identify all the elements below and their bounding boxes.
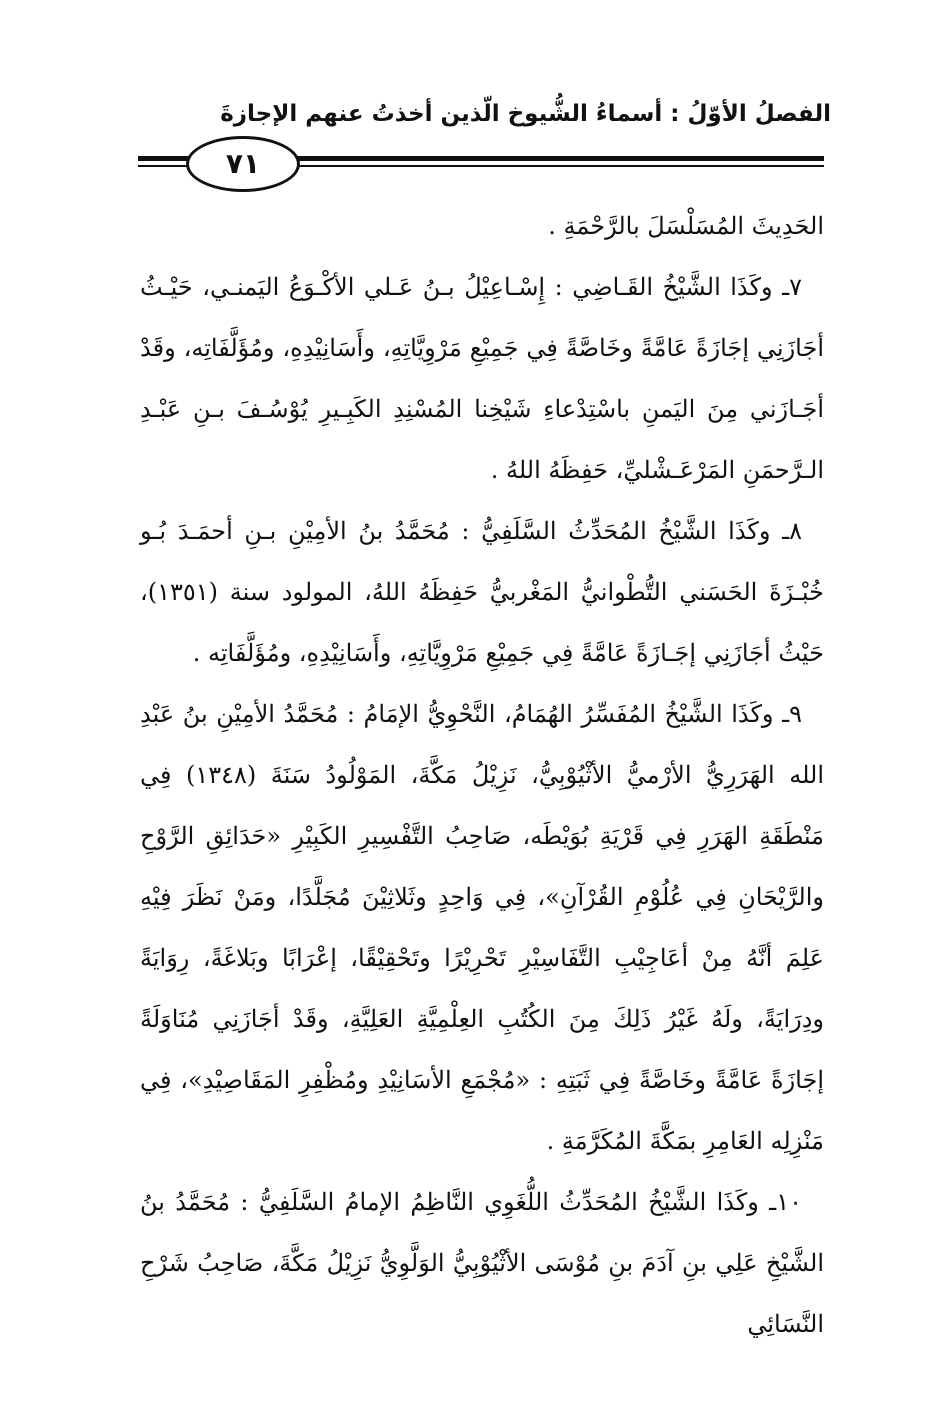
paragraph-entry-7: ٧ـ وكَذَا الشَّيْخُ القَـاضِي : إِسْـاعِيْلُ بـنُ عَـلي الأكْـوَعُ اليَمنـي، حَيْـثُ أجَازَنِي إجَازَةً عَامَّةً وخَاصَّةً فِي جَمِيْعِ مَرْوِيَّاتِهِ، وأَسَانِيْدِهِ، ومُؤَلَّفَاتِه، وقَدْ أجَـازَني مِنَ اليَمنِ باسْتِدْعاءِ شَيْخِنا المُسْنِدِ الكَبِـيرِ يُوْسُـفَ بـنِ عَبْـدِ الـرَّحمَنِ المَرْعَـشْليِّ، حَفِظَهُ اللهُ . bbox=[140, 273, 824, 484]
header-rule bbox=[138, 134, 824, 196]
paragraph-entry-8: ٨ـ وكَذَا الشَّيْخُ المُحَدِّثُ السَّلَفِيُّ : مُحَمَّدُ بنُ الأمِيْنِ بـنِ أحمَـدَ بُـو خُبْـزَةَ الحَسَني التُّطْوانيُّ المَغْربيُّ حَفِظَهُ اللهُ، المولود سنة (١٣٥١)، حَيْثُ أجَازَنِي إجَـازَةً عَامَّةً فِي جَمِيْعِ مَرْوِيَّاتِهِ، وأَسَانِيْدِهِ، ومُؤَلَّفَاتِه . bbox=[140, 517, 824, 667]
body-text bbox=[140, 196, 824, 1355]
paragraph-continuation: الحَدِيثَ المُسَلْسَلَ بالرَّحْمَةِ . bbox=[548, 212, 824, 240]
running-head-title: الفصلُ الأوّلُ : أسماءُ الشُّيوخ الّذين أخذتُ عنهم الإجازةَ bbox=[220, 101, 831, 127]
paragraph-entry-9: ٩ـ وكَذَا الشَّيْخُ المُفَسِّرُ الهُمَامُ، النَّحْوِيُّ الإمَامُ : مُحَمَّدُ الأمِيْنِ بنُ عَبْدِ الله الهَرَرِيُّ الأرْميُّ الأثْيُوْبِيُّ، نَزِيْلُ مَكَّةَ، المَوْلُودُ سَنَةَ (١٣٤٨) فِي مَنْطَقَةِ الهَرَرِ فِي قَرْيَةِ بُوَيْطَه، صَاحِبُ التَّفْسِيرِ الكَبِيْرِ «حَدَائِقِ الرَّوْحِ والرَّيْحَانِ فِي عُلُوْمِ القُرْآنِ»، فِي وَاحِدٍ وثَلاثِيْنَ مُجَلَّدًا، ومَنْ نَظَرَ فِيْهِ عَلِمَ أنَّهُ مِنْ أعَاجِيْبِ التَّفَاسِيْرِ تَحْرِيْرًا وتَحْقِيْقًا، إعْرَابًا وبَلاغَةً، رِوَايَةً ودِرَايَةً، ولَهُ غَيْرُ ذَلِكَ مِنَ الكُتُبِ العِلْمِيَّةِ العَلِيَّةِ، وقَدْ أجَازَنِي مُنَاوَلَةً إجَازَةً عَامَّةً وخَاصَّةً فِي ثَبَتِهِ : «مُجْمَعِ الأسَانِيْدِ ومُظْفِرِ المَقَاصِيْدِ»، فِي مَنْزِلِه العَامِرِ بمَكَّةَ المُكَرَّمَةِ . bbox=[140, 700, 824, 1155]
page-number-badge: ٧١ bbox=[186, 136, 300, 192]
paragraph-entry-10: ١٠ـ وكَذَا الشَّيْخُ المُحَدِّثُ اللُّغَوِي النَّاظِمُ الإمامُ السَّلَفِيُّ : مُحَمَّدُ بنُ الشَّيْخِ عَلِي بنِ آدَمَ بنِ مُوْسَى الأثْيُوْبِيُّ الوَلَّوِيُّ نَزِيْلُ مَكَّةَ، صَاحِبُ شَرْحِ النَّسَائِي bbox=[140, 1188, 824, 1338]
